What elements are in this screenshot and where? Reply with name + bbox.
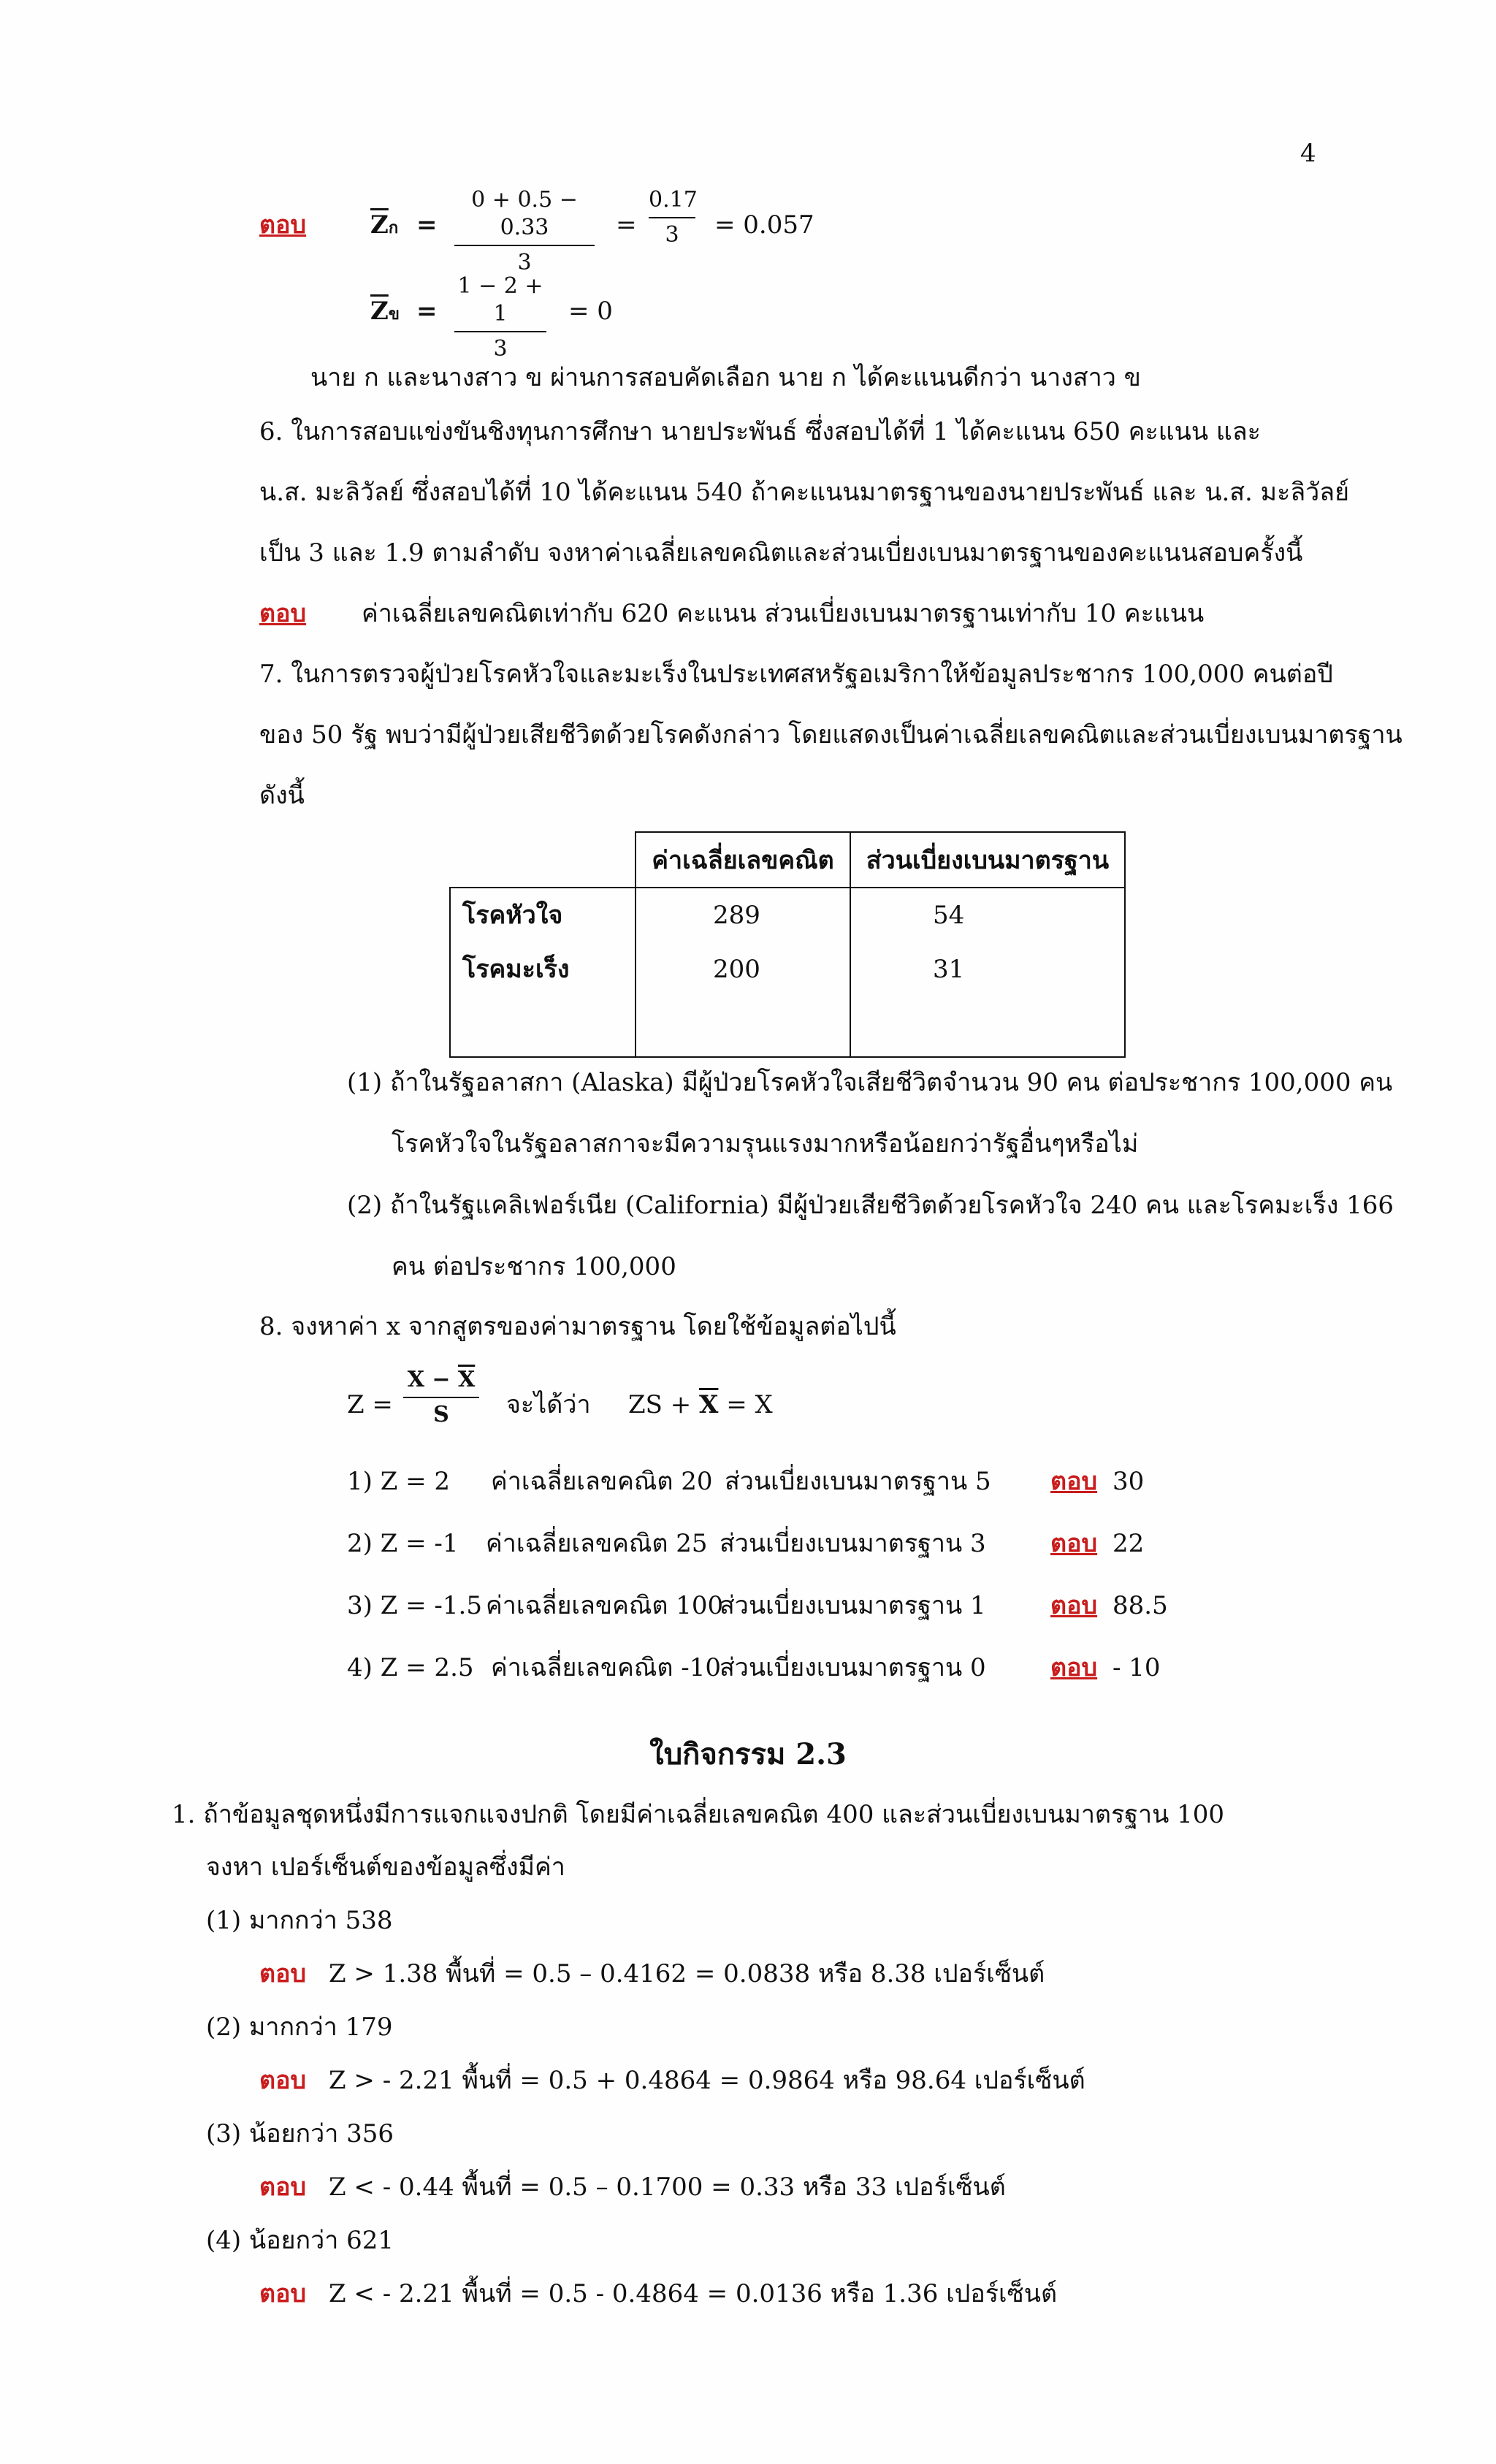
- z-ko-fraction-2: [649, 186, 698, 249]
- q7-line-2: ของ 50 รัฐ พบว่ามีผู้ป่วยเสียชีวิตด้วยโรคดังกล่าว โดยแสดงเป็นค่าเฉลี่ยเลขคณิตและส่วนเบี่ยงเบนมาตรฐาน: [259, 720, 1402, 750]
- equals-sign: =: [416, 297, 438, 326]
- q8-line-1: 8. จงหาค่า x จากสูตรของค่ามาตรฐาน โดยใช้ข้อมูลต่อไปนี้: [259, 1312, 896, 1341]
- activity-part-question: (2) มากกว่า 179: [206, 2013, 393, 2042]
- statistics-table: [449, 831, 1126, 1058]
- table-header-row: [450, 832, 1125, 888]
- fraction-denominator: 3: [517, 250, 532, 275]
- z-score-fraction: [403, 1366, 479, 1429]
- q8-item-z: 4) Z = 2.5: [347, 1653, 474, 1682]
- q8-item-answer: 30: [1113, 1467, 1145, 1496]
- q8-item-mean: ค่าเฉลี่ยเลขคณิต 100: [486, 1591, 724, 1620]
- answer-label: ตอบ: [259, 599, 307, 628]
- answer-label: ตอบ: [259, 2173, 307, 2202]
- activity-part-answer: Z > - 2.21 พื้นที่ = 0.5 + 0.4864 = 0.9864 หรือ 98.64 เปอร์เซ็นต์: [329, 2066, 1085, 2095]
- q8-item-z: 2) Z = -1: [347, 1529, 459, 1558]
- q7-sub2-line-2: คน ต่อประชากร 100,000: [392, 1252, 676, 1281]
- q8-then: จะได้ว่า: [506, 1390, 591, 1419]
- table-header-mean: ค่าเฉลี่ยเลขคณิต: [636, 832, 850, 888]
- table-row-label: โรคมะเร็ง: [462, 955, 570, 984]
- activity-q1-line-2: จงหา เปอร์เซ็นต์ของข้อมูลซึ่งมีค่า: [206, 1853, 565, 1882]
- q8-item-answer: 22: [1113, 1529, 1145, 1558]
- q8-item-mean: ค่าเฉลี่ยเลขคณิต 25: [486, 1529, 708, 1558]
- answer-label: ตอบ: [259, 2279, 307, 2308]
- fraction-denominator: 3: [493, 336, 508, 362]
- table-row-labels: [450, 888, 636, 1057]
- q7-sub1-line-1: (1) ถ้าในรัฐอลาสกา (Alaska) มีผู้ป่วยโรคหัวใจเสียชีวิตจำนวน 90 คน ต่อประชากร 100,000 คน: [347, 1068, 1393, 1097]
- z-ko-fraction-1: [454, 186, 595, 277]
- answer-label: ตอบ: [259, 1959, 307, 1988]
- q7-line-3: ดังนี้: [259, 781, 305, 810]
- q8-z-equals: Z =: [347, 1390, 393, 1419]
- answer-label: ตอบ: [1050, 1467, 1098, 1496]
- fraction-denominator: S: [433, 1402, 449, 1427]
- q8-item-sd: ส่วนเบี่ยงเบนมาตรฐาน 1: [720, 1591, 986, 1620]
- answer-label: ตอบ: [1050, 1529, 1098, 1558]
- q8-item-answer: 88.5: [1113, 1591, 1168, 1620]
- z-kho-fraction: [454, 272, 546, 363]
- activity-part-answer: Z < - 2.21 พื้นที่ = 0.5 - 0.4864 = 0.0136 หรือ 1.36 เปอร์เซ็นต์: [329, 2279, 1058, 2308]
- table-mean-column: [636, 888, 850, 1057]
- q8-item-answer: - 10: [1113, 1653, 1161, 1682]
- q8-item-mean: ค่าเฉลี่ยเลขคณิต 20: [491, 1467, 713, 1496]
- activity-part-question: (4) น้อยกว่า 621: [206, 2226, 394, 2255]
- q8-item-mean: ค่าเฉลี่ยเลขคณิต -10: [491, 1653, 721, 1682]
- q6-line-3: เป็น 3 และ 1.9 ตามลำดับ จงหาค่าเฉลี่ยเลขคณิตและส่วนเบี่ยงเบนมาตรฐานของคะแนนสอบครั้งนี้: [259, 538, 1303, 568]
- q8-item-z: 3) Z = -1.5: [347, 1591, 482, 1620]
- q8-item-sd: ส่วนเบี่ยงเบนมาตรฐาน 3: [720, 1529, 986, 1558]
- fraction-numerator: $X - \overline{X}$: [407, 1367, 476, 1392]
- activity-part-question: (1) มากกว่า 538: [206, 1906, 393, 1935]
- answer-label: ตอบ: [1050, 1653, 1098, 1682]
- q7-sub1-line-2: โรคหัวใจในรัฐอลาสกาจะมีความรุนแรงมากหรือน้อยกว่ารัฐอื่นๆหรือไม่: [392, 1129, 1139, 1159]
- activity-q1-line-1: 1. ถ้าข้อมูลชุดหนึ่งมีการแจกแจงปกติ โดยมีค่าเฉลี่ยเลขคณิต 400 และส่วนเบี่ยงเบนมาตรฐาน 100: [172, 1800, 1225, 1829]
- fraction-numerator: 0 + 0.5 − 0.33: [471, 187, 578, 240]
- fraction-numerator: 0.17: [649, 187, 698, 213]
- table-row-label: โรคหัวใจ: [462, 901, 563, 930]
- activity-part-question: (3) น้อยกว่า 356: [206, 2119, 394, 2148]
- activity-part-answer: Z < - 0.44 พื้นที่ = 0.5 – 0.1700 = 0.33 หรือ 33 เปอร์เซ็นต์: [329, 2173, 1006, 2202]
- activity-title: ใบกิจกรรม 2.3: [649, 1737, 847, 1771]
- table-cell: 200: [713, 955, 760, 984]
- table-body-row: [450, 888, 1125, 1057]
- activity-part-answer: Z > 1.38 พื้นที่ = 0.5 – 0.4162 = 0.0838 หรือ 8.38 เปอร์เซ็นต์: [329, 1959, 1045, 1988]
- q6-answer: ค่าเฉลี่ยเลขคณิตเท่ากับ 620 คะแนน ส่วนเบี่ยงเบนมาตรฐานเท่ากับ 10 คะแนน: [362, 599, 1205, 628]
- answer-label: ตอบ: [259, 210, 307, 240]
- q7-line-1: 7. ในการตรวจผู้ป่วยโรคหัวใจและมะเร็งในประเทศสหรัฐอเมริกาให้ข้อมูลประชากร 100,000 คนต่อปี: [259, 660, 1333, 689]
- q6-line-2: น.ส. มะลิวัลย์ ซึ่งสอบได้ที่ 10 ได้คะแนน 540 ถ้าคะแนนมาตรฐานของนายประพันธ์ และ น.ส. มะลิวัลย์: [259, 478, 1350, 507]
- answer-label: ตอบ: [259, 2066, 307, 2095]
- fraction-numerator: 1 − 2 + 1: [457, 273, 543, 327]
- table-cell: 31: [933, 955, 965, 984]
- equals-sign: =: [616, 210, 637, 240]
- z-kho-symbol: $\overline{Z}$ข: [370, 297, 400, 326]
- q7-sub2-line-1: (2) ถ้าในรัฐแคลิเฟอร์เนีย (California) มีผู้ป่วยเสียชีวิตด้วยโรคหัวใจ 240 คน และโรคมะเร็ง 166: [347, 1191, 1394, 1220]
- table-corner-cell: [450, 832, 636, 888]
- table-sd-column: [850, 888, 1125, 1057]
- equals-sign: =: [416, 210, 438, 240]
- q6-line-1: 6. ในการสอบแข่งขันชิงทุนการศึกษา นายประพันธ์ ซึ่งสอบได้ที่ 1 ได้คะแนน 650 คะแนน และ: [259, 417, 1261, 446]
- table-cell: 54: [933, 901, 965, 930]
- table-cell: 289: [713, 901, 760, 930]
- q8-formula: ZS + $\overline{X} = X$: [628, 1390, 773, 1419]
- z-ko-result: = 0.057: [714, 210, 814, 240]
- answer-label: ตอบ: [1050, 1591, 1098, 1620]
- page-number: 4: [1300, 139, 1316, 168]
- z-ko-symbol: $\overline{Z}$ก: [370, 210, 399, 240]
- q8-item-sd: ส่วนเบี่ยงเบนมาตรฐาน 5: [725, 1467, 991, 1496]
- conclusion-text: นาย ก และนางสาว ข ผ่านการสอบคัดเลือก นาย ก ได้คะแนนดีกว่า นางสาว ข: [310, 363, 1141, 392]
- q8-item-sd: ส่วนเบี่ยงเบนมาตรฐาน 0: [720, 1653, 986, 1682]
- z-kho-result: = 0: [568, 297, 613, 326]
- table-header-sd: ส่วนเบี่ยงเบนมาตรฐาน: [850, 832, 1125, 888]
- fraction-denominator: 3: [665, 222, 679, 248]
- q8-item-z: 1) Z = 2: [347, 1467, 451, 1496]
